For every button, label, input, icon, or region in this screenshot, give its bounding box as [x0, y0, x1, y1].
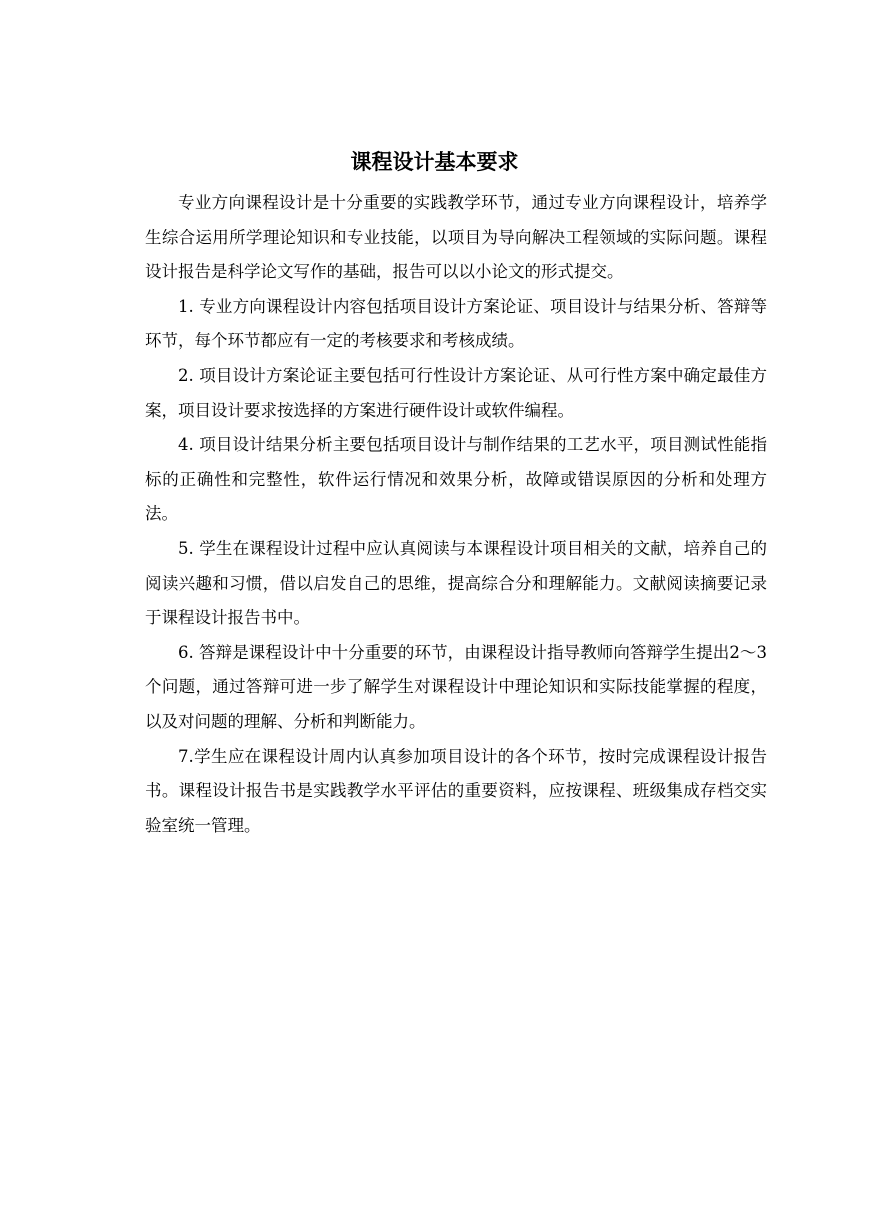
intro-paragraph: 专业方向课程设计是十分重要的实践教学环节，通过专业方向课程设计，培养学生综合运用所学理论知识和专业技能，以项目为导向解决工程领域的实际问题。课程设计报告是科学论文写作的基础，报告可以以小论文的形式提交。 — [145, 193, 767, 282]
requirement-paragraph-1: 1. 专业方向课程设计内容包括项目设计方案论证、项目设计与结果分析、答辩等环节，每个环节都应有一定的考核要求和考核成绩。 — [145, 296, 767, 351]
requirement-paragraph-4: 4. 项目设计结果分析主要包括项目设计与制作结果的工艺水平，项目测试性能指标的正确性和完整性，软件运行情况和效果分析，故障或错误原因的分析和处理方法。 — [145, 435, 767, 524]
requirement-paragraph-6: 6. 答辩是课程设计中十分重要的环节，由课程设计指导教师向答辩学生提出2～3 个问题，通过答辩可进一步了解学生对课程设计中理论知识和实际技能掌握的程度，以及对问题的理解、分析和判断能力。 — [145, 642, 767, 731]
document-title: 课程设计基本要求 — [350, 150, 519, 174]
requirement-paragraph-5: 5. 学生在课程设计过程中应认真阅读与本课程设计项目相关的文献，培养自己的阅读兴趣和习惯，借以启发自己的思维，提高综合分和理解能力。文献阅读摘要记录于课程设计报告书中。 — [145, 538, 767, 628]
document-body — [145, 186, 767, 843]
requirement-paragraph-2: 2. 项目设计方案论证主要包括可行性设计方案论证、从可行性方案中确定最佳方案，项目设计要求按选择的方案进行硬件设计或软件编程。 — [145, 365, 767, 420]
requirement-paragraph-7: 7.学生应在课程设计周内认真参加项目设计的各个环节，按时完成课程设计报告书。课程设计报告书是实践教学水平评估的重要资料，应按课程、班级集成存档交实验室统一管理。 — [145, 746, 767, 835]
